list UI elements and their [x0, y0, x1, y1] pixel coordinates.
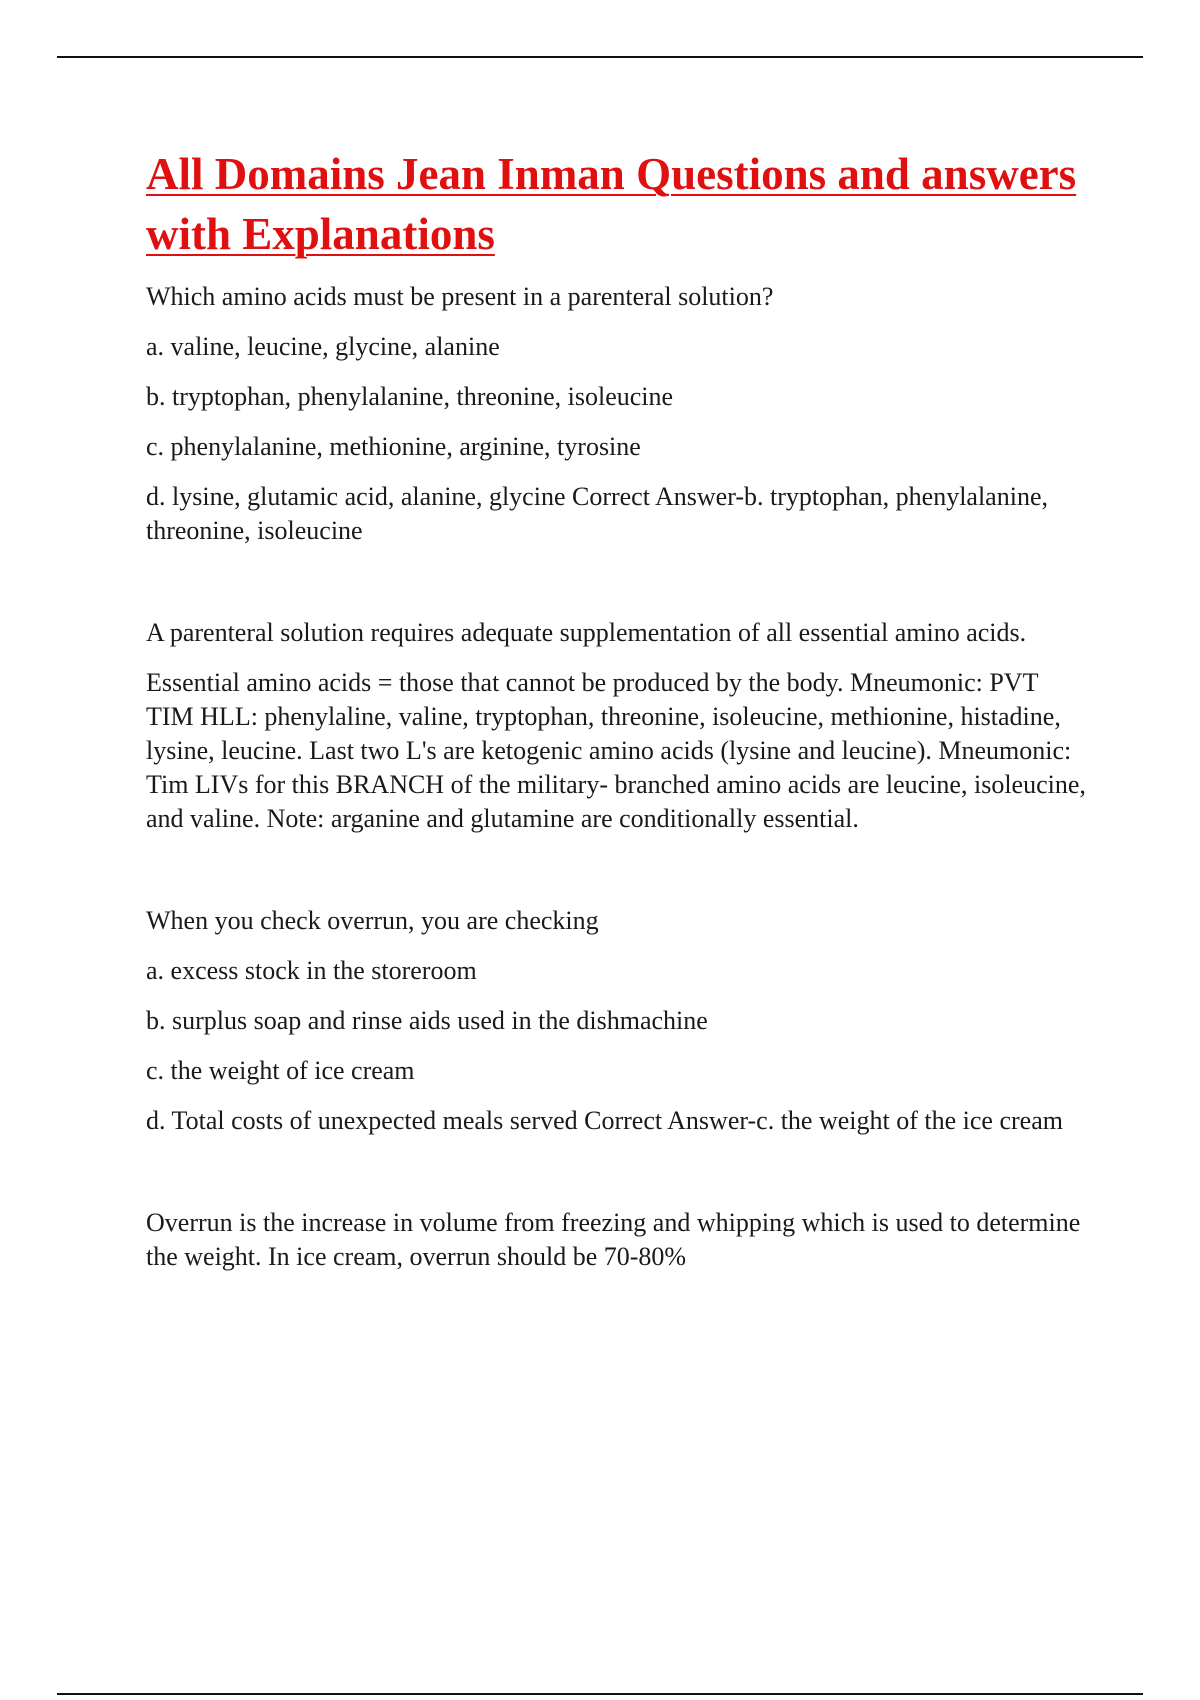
question-text: Which amino acids must be present in a parenteral solution? — [146, 282, 774, 311]
spacer — [146, 852, 1091, 904]
answer-option-a: a. excess stock in the storeroom — [146, 956, 477, 985]
explanation-paragraph: Essential amino acids = those that cannot be produced by the body. Mneumonic: PVT TIM HLL: phenylaline, valine, tryptophan, threonine, isoleucine, methionine, histadine, lysine, leucine. Last two L's are ketogenic amino acids (lysine and leucine). Mneumonic: Tim LIVs for this BRANCH of the military- branched amino acids are leucine, isoleucine, and valine. Note: arganine and glutamine are conditionally essential. — [146, 668, 1086, 833]
answer-option-b: b. tryptophan, phenylalanine, threonine, isoleucine — [146, 382, 674, 411]
explanation-paragraph: A parenteral solution requires adequate supplementation of all essential amino acids. — [146, 618, 1027, 647]
question-block — [146, 904, 1091, 1138]
explanation-paragraph: Overrun is the increase in volume from freezing and whipping which is used to determine the weight. In ice cream, overrun should be 70-80% — [146, 1208, 1081, 1271]
answer-option-b: b. surplus soap and rinse aids used in the dishmachine — [146, 1006, 708, 1035]
question-block — [146, 280, 1091, 548]
document-title: All Domains Jean Inman Questions and answers with Explanations — [146, 149, 1077, 259]
explanation-block — [146, 616, 1091, 836]
explanation-block — [146, 1206, 1091, 1274]
answer-option-c: c. phenylalanine, methionine, arginine, tyrosine — [146, 432, 641, 461]
spacer — [146, 1154, 1091, 1206]
question-text: When you check overrun, you are checking — [146, 906, 599, 935]
answer-option-c: c. the weight of ice cream — [146, 1056, 415, 1085]
top-rule — [57, 56, 1143, 58]
answer-option-a: a. valine, leucine, glycine, alanine — [146, 332, 500, 361]
answer-option-d: d. Total costs of unexpected meals served Correct Answer-c. the weight of the ice cream — [146, 1106, 1063, 1135]
bottom-rule — [57, 1693, 1143, 1695]
answer-option-d: d. lysine, glutamic acid, alanine, glycine Correct Answer-b. tryptophan, phenylalanine, threonine, isoleucine — [146, 482, 1048, 545]
document-body — [146, 144, 1091, 1290]
spacer — [146, 564, 1091, 616]
